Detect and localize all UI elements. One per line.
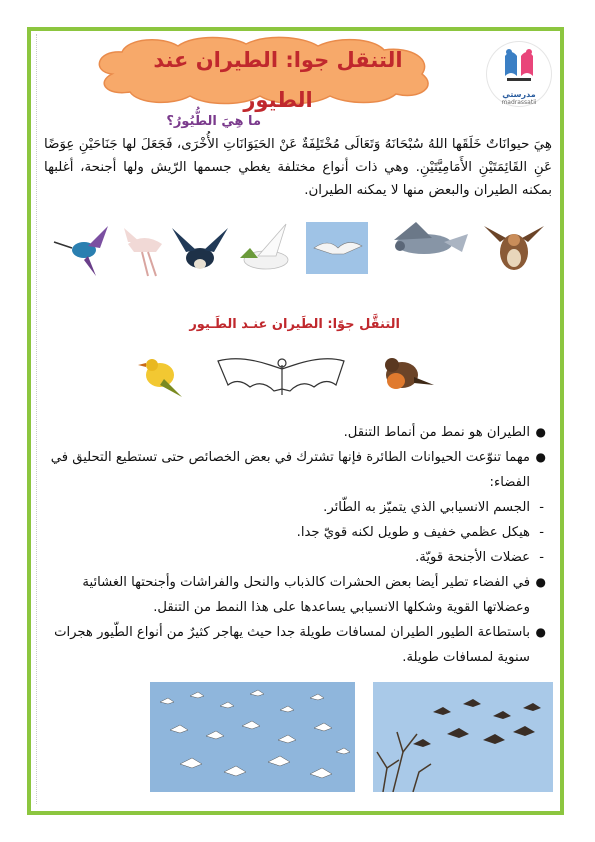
robin-icon [385, 358, 434, 389]
logo-book-icon [487, 42, 551, 92]
page-title: التنقل جوا: الطيران عند الطيور [153, 48, 403, 112]
list-item [44, 420, 552, 445]
list-item-text: الطيران هو نمط من أنماط التنقل. [343, 425, 530, 440]
canada-geese-photo [373, 682, 553, 792]
dash-icon: - [539, 525, 544, 540]
list-item [44, 445, 552, 495]
bullet-icon: ● [535, 625, 546, 639]
list-item [44, 570, 552, 620]
list-item-text: في الفضاء تطير أيضا بعض الحشرات كالذباب والنحل والفراشات وأجنحتها الغشائية وعضلاتها القوية وشكلها الانسيابي يساعدها على هذا النمط من التنقل. [82, 575, 530, 615]
dash-icon: - [539, 500, 544, 515]
margin-dots [36, 34, 37, 804]
yellow-bird-icon [138, 359, 182, 397]
dash-icon: - [539, 550, 544, 565]
flamingo-icon [124, 228, 162, 276]
bullet-icon: ● [535, 450, 546, 464]
logo-text: مدرستي [502, 90, 536, 99]
list-item-text: عضلات الأجنحة قويّة. [415, 550, 530, 565]
sparrow-icon [484, 226, 544, 270]
list-item-text: هيكل عظمي خفيف و طويل لكنه قويّ جدا. [296, 525, 530, 540]
seagull-photo-icon [306, 222, 368, 274]
intro-paragraph: هِيَ حيوانَاتٌ خَلَقَها اللهُ سُبْحَانَهُ وَتَعَالَى مُخْتَلِفَةٌ عَنْ الحَيَوَانَاتِ الأُخْرَى، فَجَعَلَ لها جَنَاحَيْنِ عِوَضًا عَنِ القَائِمَتَيْنِ الأَمَامِيَّتَيْنِ. وهي ذات أنواع مختلفة يغطي جسمها الرّيش ولها أجنحة، أغلبها بمكنه الطيران والبعض منها لا يمكنه الطيران. [44, 137, 552, 198]
bullet-icon: ● [535, 575, 546, 589]
logo-subtext: madrassatii [501, 99, 537, 106]
list-item-text: باستطاعة الطيور الطيران لمسافات طويلة جدا حيث يهاجر كثيرٌ من أنواع الطّيور هجرات سنوية لمسافات طويلة. [54, 625, 530, 665]
list-item [44, 495, 552, 520]
bird-images-row [44, 218, 552, 280]
list-item [44, 620, 552, 670]
dove-icon [240, 224, 288, 269]
list-item-text: مهما تنوّعت الحيوانات الطائرة فإنها تشترك في بعض الخصائص حتى تستطيع التحليق في الفضاء: [50, 450, 530, 490]
swallow-icon [172, 228, 228, 269]
bullet-icon: ● [535, 425, 546, 439]
pigeon-icon [394, 222, 468, 254]
section-heading-flight: التنقَّل جوًا: الطَيران عنـد الطَـيور [189, 317, 400, 332]
list-item [44, 545, 552, 570]
snow-geese-photo [150, 682, 355, 792]
list-item-text: الجسم الانسيابي الذي يتميّز به الطّائر. [323, 500, 530, 515]
list-item [44, 520, 552, 545]
hummingbird-icon [54, 226, 108, 276]
section-heading-what-are-birds: ما هِيَ الطُّيُورُ؟ [166, 114, 261, 129]
bat-skeleton-icon [218, 359, 344, 395]
flying-animals-row [130, 345, 450, 405]
facts-list [44, 420, 552, 670]
